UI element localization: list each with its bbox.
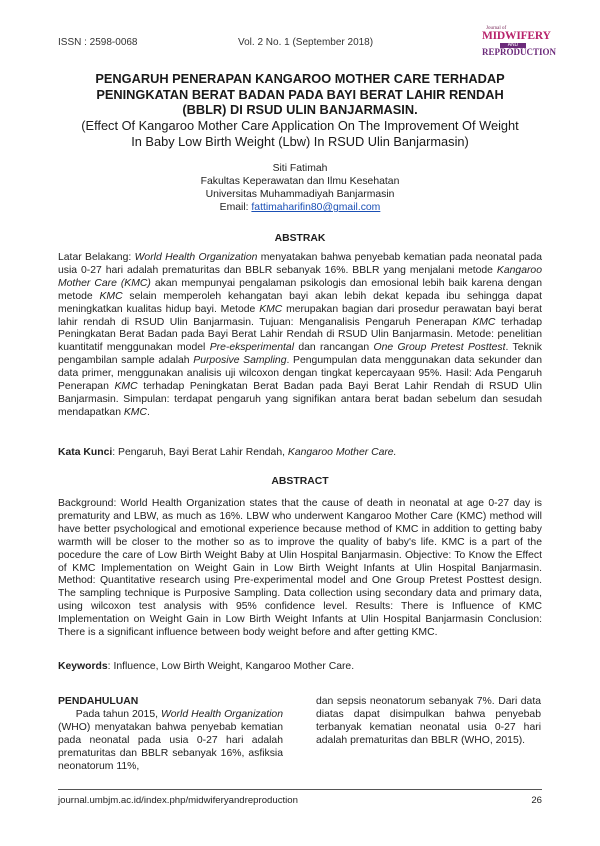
abstract-heading: ABSTRACT [271,476,329,487]
page-header [58,26,557,64]
footer-divider [58,789,542,790]
pendahuluan-heading: PENDAHULUAN [58,696,139,707]
right-column [316,696,541,748]
footer-url[interactable]: journal.umbjm.ac.id/index.php/midwiferyandreproduction [58,795,298,806]
volume-info: Vol. 2 No. 1 (September 2018) [238,37,374,48]
pendahuluan-right-text: dan sepsis neonatorum sebanyak 7%. Dari data diatas dapat disimpulkan bahwa penyebab terbanyak kematian neonatal usia 0-27 hari adalah prematuritas dan BBLR (WHO, 2015). [316,696,541,746]
abstrak-heading: ABSTRAK [274,233,326,244]
paper-subtitle: (Effect Of Kangaroo Mother Care Application On The Improvement Of Weight In Baby Low Birth Weight (Lbw) In RSUD Ulin Banjarmasin) [81,118,519,149]
abstrak-keywords: Kata Kunci: Pengaruh, Bayi Berat Lahir Rendah, Kangaroo Mother Care. [58,447,397,458]
author-email: Email: fattimaharifin80@gmail.com [219,202,381,213]
issn: ISSN : 2598-0068 [58,37,138,48]
author-name: Siti Fatimah [272,163,328,174]
author-faculty: Fakultas Keperawatan dan Ilmu Kesehatan [200,176,400,187]
page-footer [58,795,542,806]
author-university: Universitas Muhammadiyah Banjarmasin [205,189,395,200]
author-block [56,162,544,214]
email-link[interactable]: fattimaharifin80@gmail.com [251,202,381,213]
page-number: 26 [531,795,542,806]
abstrak-body: Latar Belakang: World Health Organization menyatakan bahwa penyebab kematian pada neonatal pada usia 0-27 hari adalah prematuritas dan BBLR sebanyak 16%. BBLR yang menjalani metode Kangaroo Mother Care (KMC) akan mempunyai pengalaman psikologis dan emosional lebih baik karena dengan metode KMC selain memperoleh kehangatan bayi akan lebih dekat kepada ibu sehingga dapat meningkatkan kualitas hidup bayi. Metode KMC merupakan bagian dari prosedur perawatan bayi berat lahir rendah di RSUD Ulin Banjarmasin. Tujuan: Menganalisis Pengaruh Penerapan KMC terhadap Peningkatan Berat Badan pada Bayi Berat Lahir Rendah di RSUD Ulin Banjarmasin. Metode: penelitian kuantitatif menggunakan model Pre-eksperimental dan rancangan One Group Pretest Posttest. Teknik pengambilan sample adalah Purposive Sampling. Pengumpulan data menggunakan data sekunder dan data primer, menggunakan analisis uji wilcoxon dengan tingkat kepercayaan 95%. Hasil: Ada Pengaruh Penerapan KMC terhadap Peningkatan Berat Badan pada Bayi Berat Lahir Rendah di RSUD Ulin Banjarmasin. Simpulan: terdapat pengaruh yang signifikan antara berat badan sebelum dan sesudah mendapatkan KMC. [58,252,543,418]
abstract-keywords: Keywords: Influence, Low Birth Weight, Kangaroo Mother Care. [58,661,355,672]
journal-logo: Journal of MIDWIFERY AND REPRODUCTION [482,26,557,57]
abstract-body: Background: World Health Organization states that the cause of death in neonatal at age 0-27 day is prematurity and LBW, as much as 16%. LBW who underwent Kangaroo Mother Care (KMC) method will have better psychological and emotional experience because method of KMC in addition to getting baby warmth will be closer to the mother so as to improve the quality of baby's life. KMC is a part of the pocedure the care of Low Birth Weight Baby at Ulin Hospital Banjarmasin. Objective: To Know the Effect of KMC Implementation on Weight Gain in Low Birth Weight Infants at Ulin Hospital Banjarmasin. Method: Quantitative research using Pre-experimental model and One Group Pretest Posttest design. The sampling technique is Purposive Sampling. Data collection using secondary data and primary data, using wilcoxon test analysis with 95% confidence level. Results: There is Influence of KMC Implementation on Weight Gain in Low Birth Weight Infants at Ulin Hospital Banjarmasin Conclusion: There is a significant influence between body weight before and after getting KMC. [58,498,542,639]
left-column [58,696,283,773]
body-columns [58,696,542,776]
pendahuluan-left-text: Pada tahun 2015, World Health Organization (WHO) menyatakan bahwa penyebab kematian pada neonatal pada usia 0-27 hari adalah prematuritas dan BBLR sebanyak 16%, asfiksia neonatorum 11%, [58,708,283,772]
paper-title: PENGARUH PENERAPAN KANGAROO MOTHER CARE TERHADAP PENINGKATAN BERAT BADAN PADA BAYI BERAT LAHIR RENDAH (BBLR) DI RSUD ULIN BANJARMASIN. [95,71,505,117]
